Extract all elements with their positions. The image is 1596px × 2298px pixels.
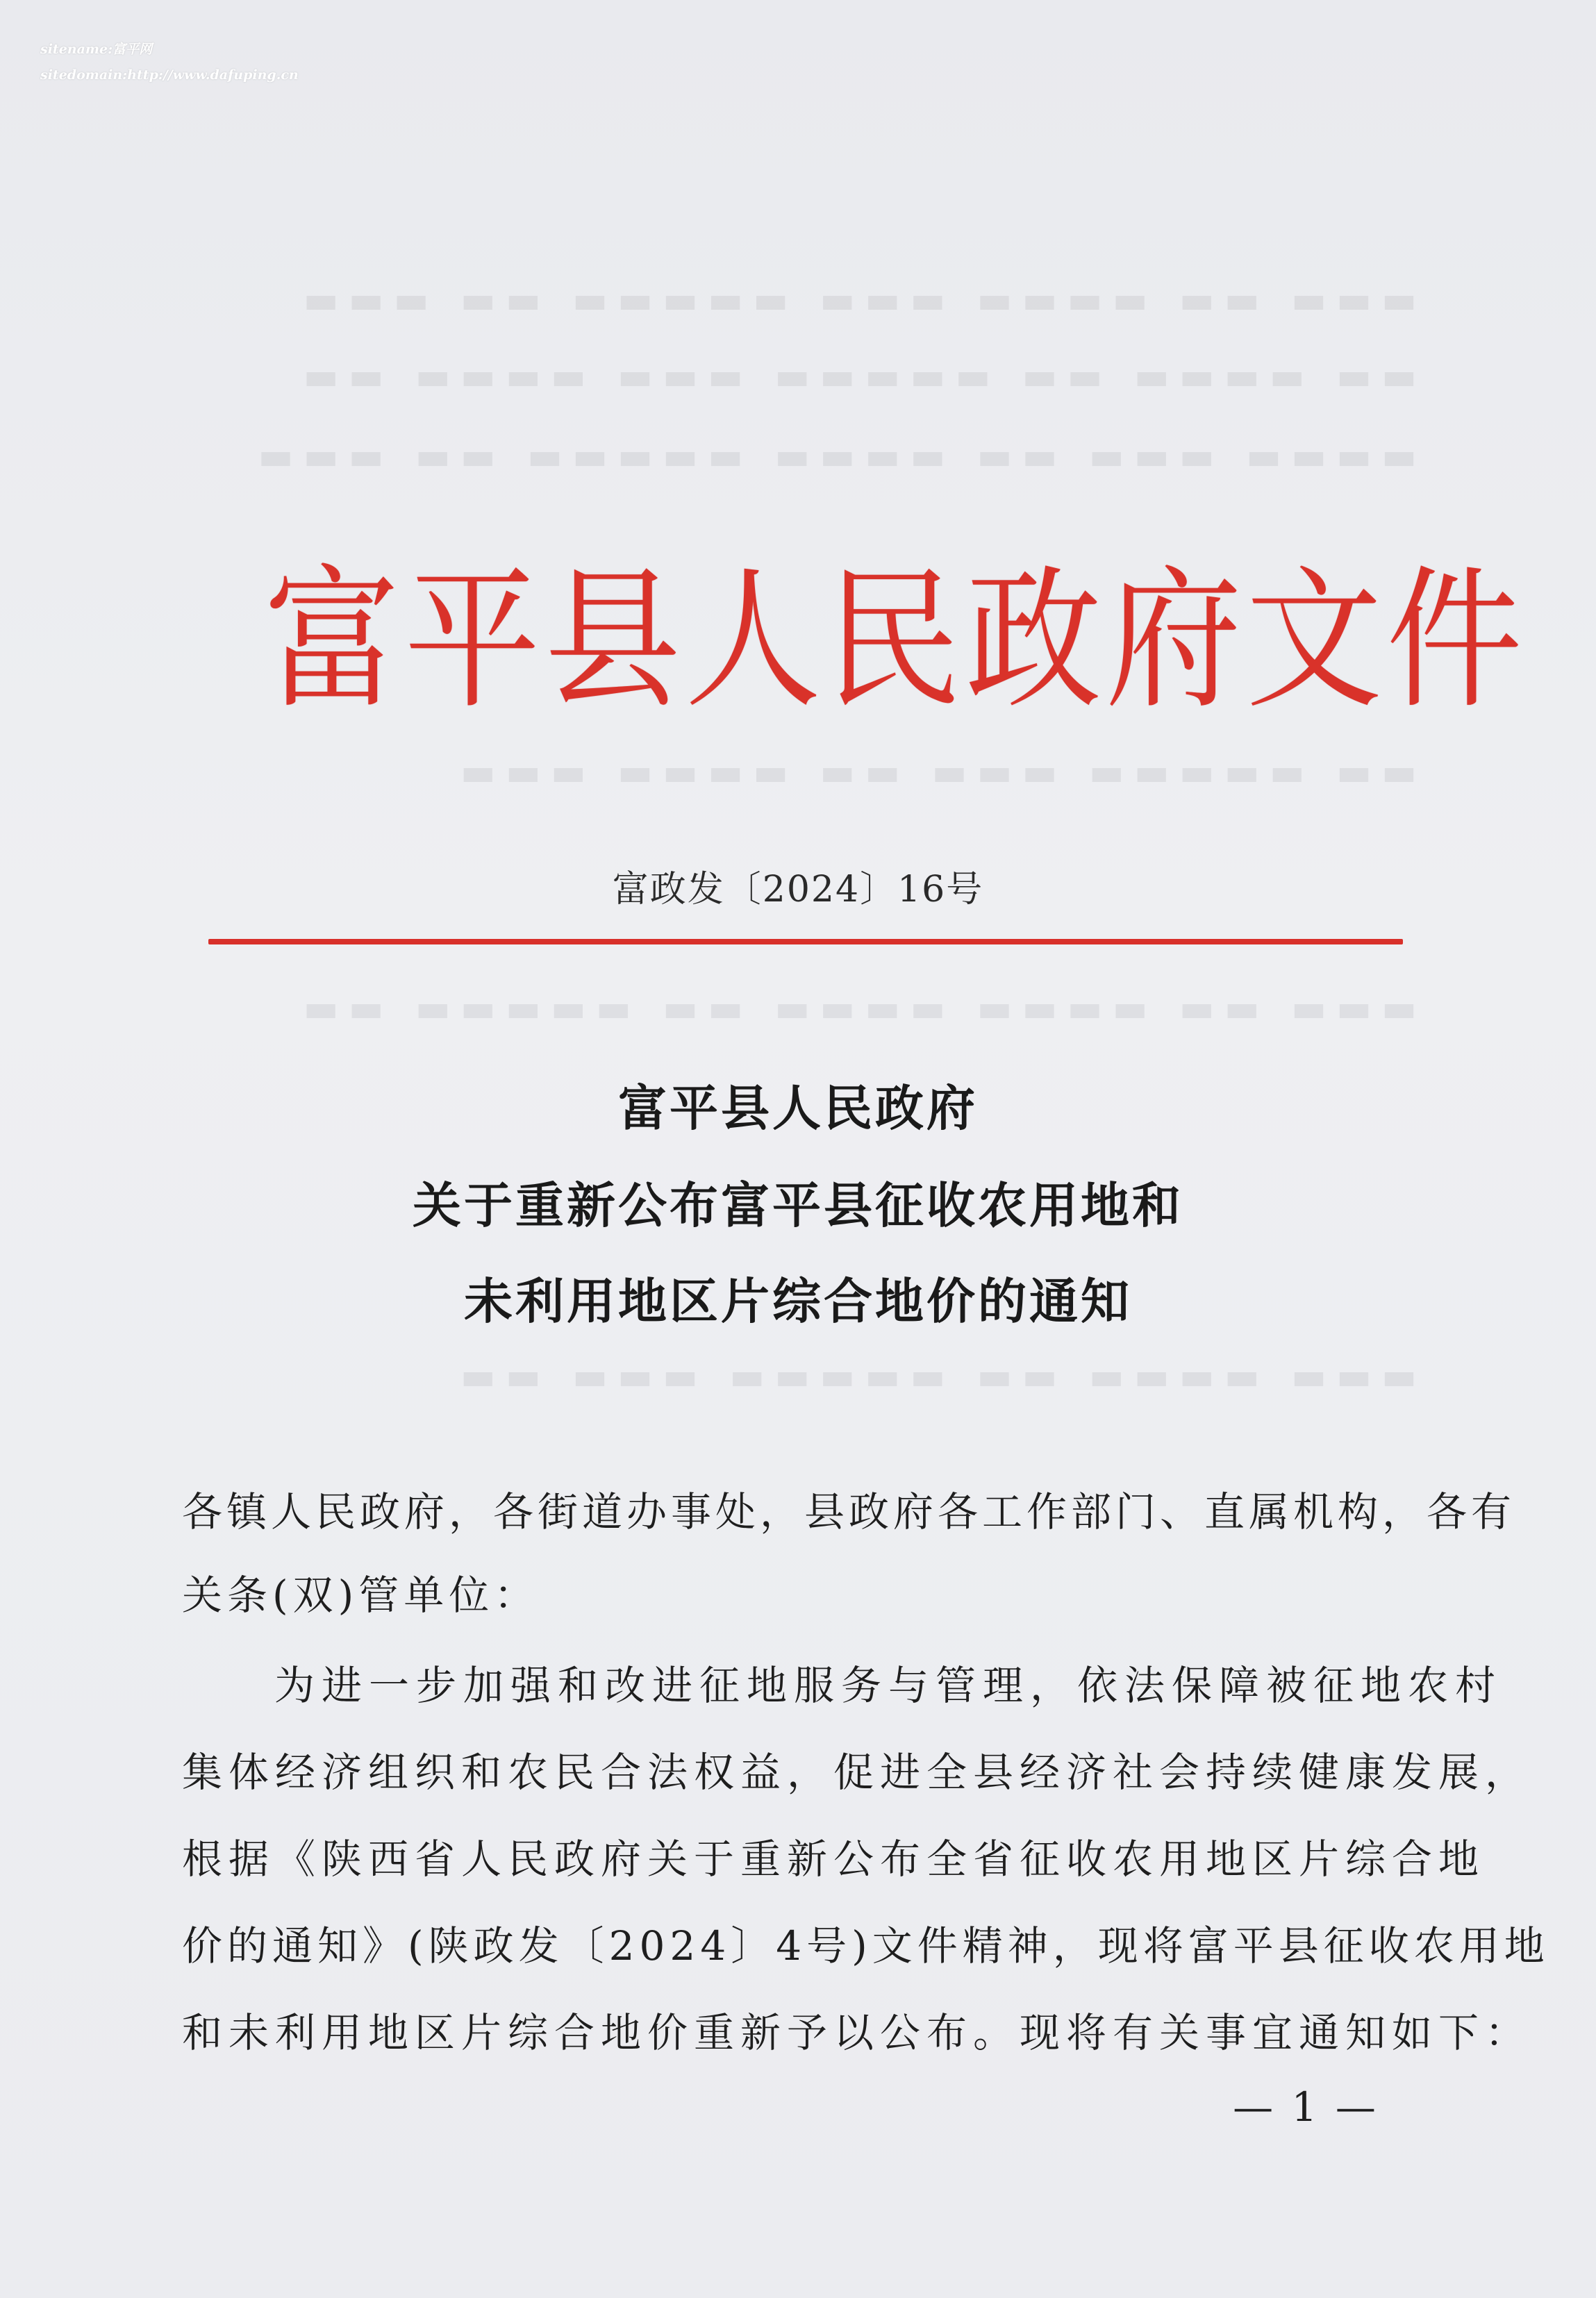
body-text-line: 关条(双)管单位： bbox=[182, 1572, 540, 1619]
body-text-line: 集体经济组织和农民合法权益，促进全县经济社会持续健康发展， bbox=[182, 1749, 1532, 1796]
watermark-sitename: sitename:富平网 bbox=[40, 42, 153, 57]
body-text-line: 各镇人民政府，各街道办事处，县政府各工作部门、直属机构，各有 bbox=[182, 1488, 1516, 1535]
bleed-through-decoration: ▬▬ ▬▬▬▬▬ ▬▬▬ ▬▬ ▬▬▬▬ ▬▬▬ bbox=[450, 750, 1417, 794]
notice-title-line-2: 关于重新公布富平县征收农用地和 bbox=[413, 1177, 1183, 1234]
notice-title-line-3: 未利用地区片综合地价的通知 bbox=[464, 1273, 1132, 1330]
document-header-title: 富平县人民政府文件 bbox=[264, 552, 1527, 730]
bleed-through-decoration: ▬▬▬▬ ▬▬▬ ▬▬ ▬▬▬▬ ▬▬▬▬▬ ▬▬ ▬▬▬ bbox=[248, 434, 1417, 478]
body-text-line: 为进一步加强和改进征地服务与管理，依法保障被征地农村 bbox=[274, 1662, 1503, 1709]
red-divider-line bbox=[208, 939, 1403, 944]
notice-title-line-1: 富平县人民政府 bbox=[618, 1080, 978, 1137]
body-text-line: 价的通知》(陕政发〔2024〕4号)文件精神，现将富平县征收农用地 bbox=[182, 1922, 1549, 1970]
body-text-line: 和未利用地区片综合地价重新予以公布。现将有关事宜通知如下： bbox=[182, 2009, 1532, 2056]
watermark-sitedomain: sitedomain:http://www.dafuping.cn bbox=[40, 67, 299, 83]
bleed-through-decoration: ▬▬▬ ▬▬▬▬ ▬▬ ▬▬▬▬▬ ▬▬▬ ▬▬ bbox=[450, 1354, 1417, 1398]
page-number: — 1 — bbox=[1233, 2083, 1379, 2131]
bleed-through-decoration: ▬▬▬ ▬▬ ▬▬▬▬ ▬▬▬▬ ▬▬ ▬▬▬▬▬ ▬▬ bbox=[293, 986, 1417, 1030]
document-number: 富政发〔2024〕16号 bbox=[612, 869, 984, 910]
bleed-through-decoration: ▬▬▬ ▬▬ ▬▬▬▬ ▬▬▬ ▬▬▬▬▬ ▬▬ ▬▬▬ bbox=[293, 278, 1417, 322]
bleed-through-decoration: ▬▬ ▬▬▬▬ ▬▬ ▬▬▬▬▬ ▬▬▬ ▬▬▬▬ ▬▬ bbox=[293, 354, 1417, 398]
body-text-line: 根据《陕西省人民政府关于重新公布全省征收农用地区片综合地 bbox=[182, 1835, 1486, 1883]
